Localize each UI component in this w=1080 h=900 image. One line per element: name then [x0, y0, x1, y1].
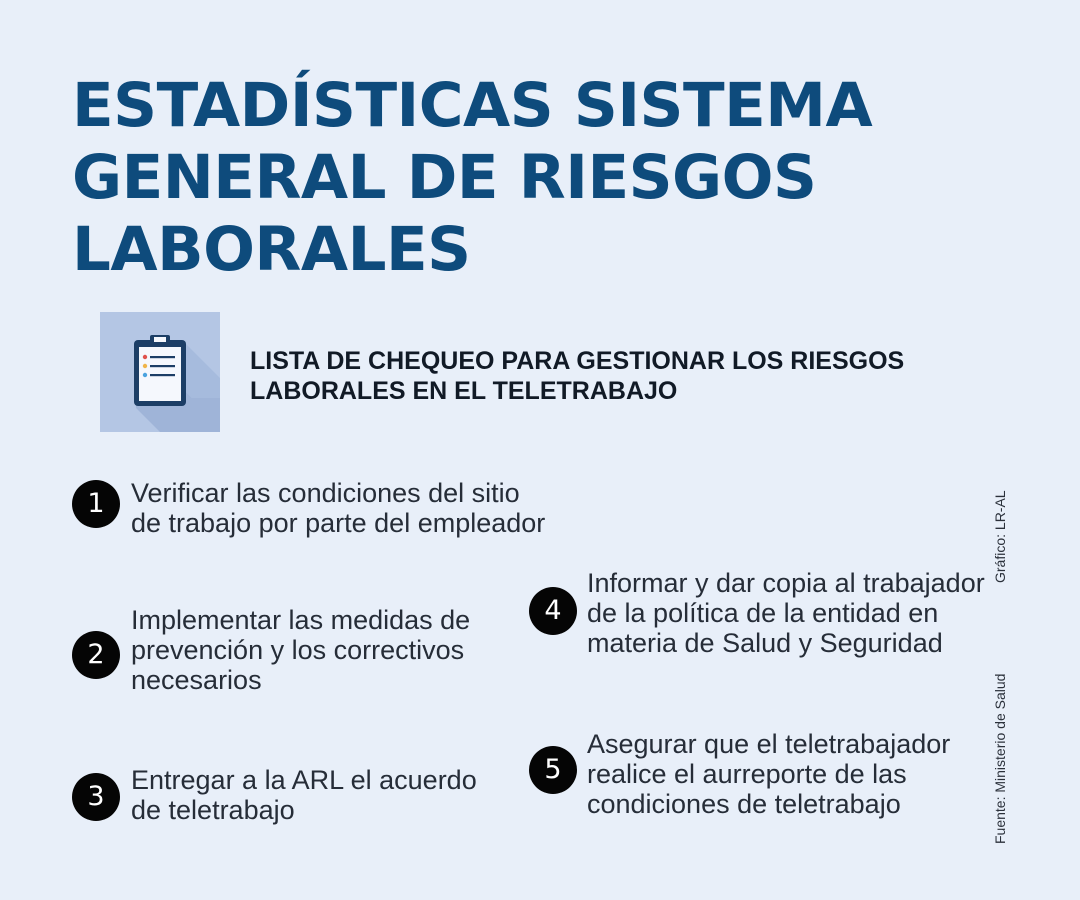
text-line: de teletrabajo: [131, 795, 295, 825]
text-line: Verificar las condiciones del sitio: [131, 478, 520, 508]
checklist-heading: [250, 346, 950, 406]
checklist-item-text: [131, 605, 470, 695]
text-line: prevención y los correctivos: [131, 635, 465, 665]
text-line: Informar y dar copia al trabajador: [587, 568, 985, 598]
clipboard-icon-box: [100, 312, 220, 432]
text-line: necesarios: [131, 665, 262, 695]
text-line: Asegurar que el teletrabajador: [587, 729, 951, 759]
checklist-item-text: [131, 765, 477, 825]
title-line: ESTADÍSTICAS SISTEMA: [72, 70, 873, 141]
checklist-heading-line: LISTA DE CHEQUEO PARA GESTIONAR LOS RIESGOS: [250, 347, 905, 375]
text-line: realice el aurreporte de las: [587, 759, 907, 789]
page-title: [72, 70, 972, 286]
number-badge: 4: [529, 587, 577, 635]
checklist-item-text: [587, 568, 985, 658]
source-credit: Fuente: Ministerio de Salud: [992, 673, 1008, 844]
checklist-item-text: [587, 729, 950, 819]
text-line: de la política de la entidad en: [587, 598, 939, 628]
text-line: Entregar a la ARL el acuerdo: [131, 765, 477, 795]
number-badge: 5: [529, 746, 577, 794]
clipboard-icon: [100, 312, 220, 432]
checklist-item-text: [131, 478, 545, 538]
text-line: Implementar las medidas de: [131, 605, 471, 635]
text-line: de trabajo por parte del empleador: [131, 508, 546, 538]
number-badge: 1: [72, 480, 120, 528]
title-line: LABORALES: [72, 214, 471, 285]
text-line: materia de Salud y Seguridad: [587, 628, 943, 658]
checklist-heading-line: LABORALES EN EL TELETRABAJO: [250, 377, 678, 405]
title-line: GENERAL DE RIESGOS: [72, 142, 817, 213]
number-badge: 3: [72, 773, 120, 821]
graphic-credit: Gráfico: LR-AL: [992, 490, 1008, 583]
text-line: condiciones de teletrabajo: [587, 789, 901, 819]
number-badge: 2: [72, 631, 120, 679]
